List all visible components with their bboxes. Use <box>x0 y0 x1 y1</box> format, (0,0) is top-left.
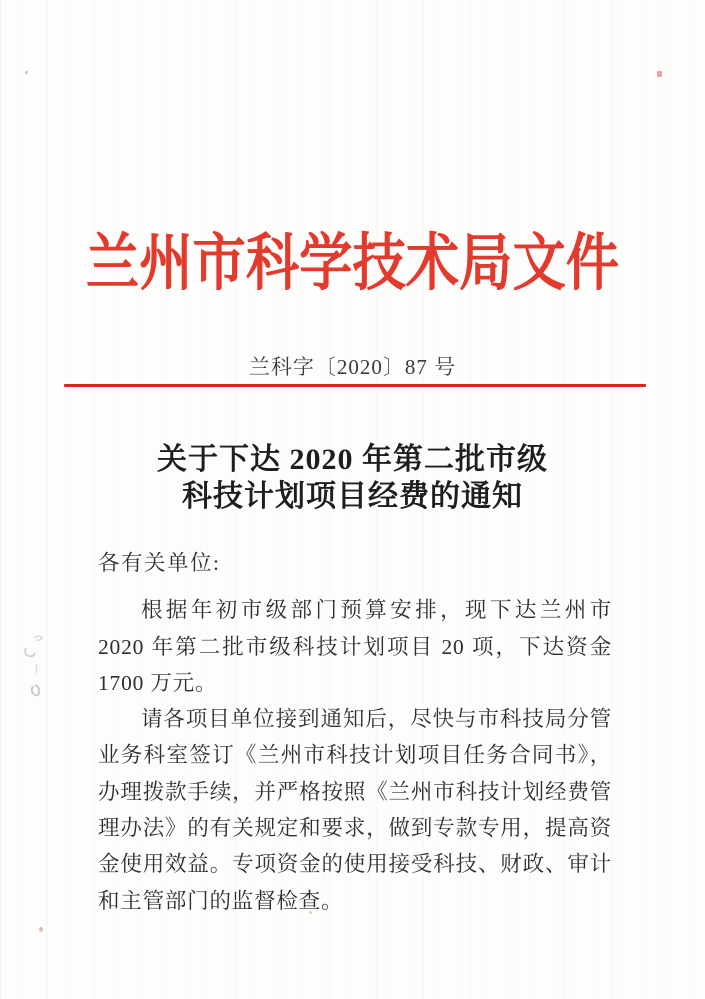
scan-artifact-pencil-marks <box>20 630 50 710</box>
notice-title-line2: 科技计划项目经费的通知 <box>182 480 523 513</box>
red-divider-rule <box>64 384 646 387</box>
notice-title-line1: 关于下达 2020 年第二批市级 <box>157 443 548 476</box>
scan-artifact-pink-dot <box>39 927 43 932</box>
paragraph-1: 根据年初市级部门预算安排，现下达兰州市 2020 年第二批市级科技计划项目 20 项，下达资金 1700 万元。 <box>98 598 612 695</box>
paragraph-2: 请各项目单位接到通知后，尽快与市科技局分管业务科室签订《兰州市科技计划项目任务合同书》，办理拨款手续，并严格按照《兰州市科技计划经费管理办法》的有关规定和要求，做到专款专用，提高资金使用效益。专项资金的使用接受科技、财政、审计和主管部门的监督检查。 <box>98 707 612 913</box>
salutation: 各有关单位: <box>98 551 221 575</box>
notice-title <box>0 441 705 515</box>
scan-artifact-gray-dot <box>25 71 28 74</box>
scan-artifact-red-speck <box>657 71 662 77</box>
document-header-title: 兰州市科学技术局文件 <box>85 230 620 298</box>
document-number: 兰科字〔2020〕87 号 <box>248 355 457 379</box>
document-body <box>98 545 612 919</box>
